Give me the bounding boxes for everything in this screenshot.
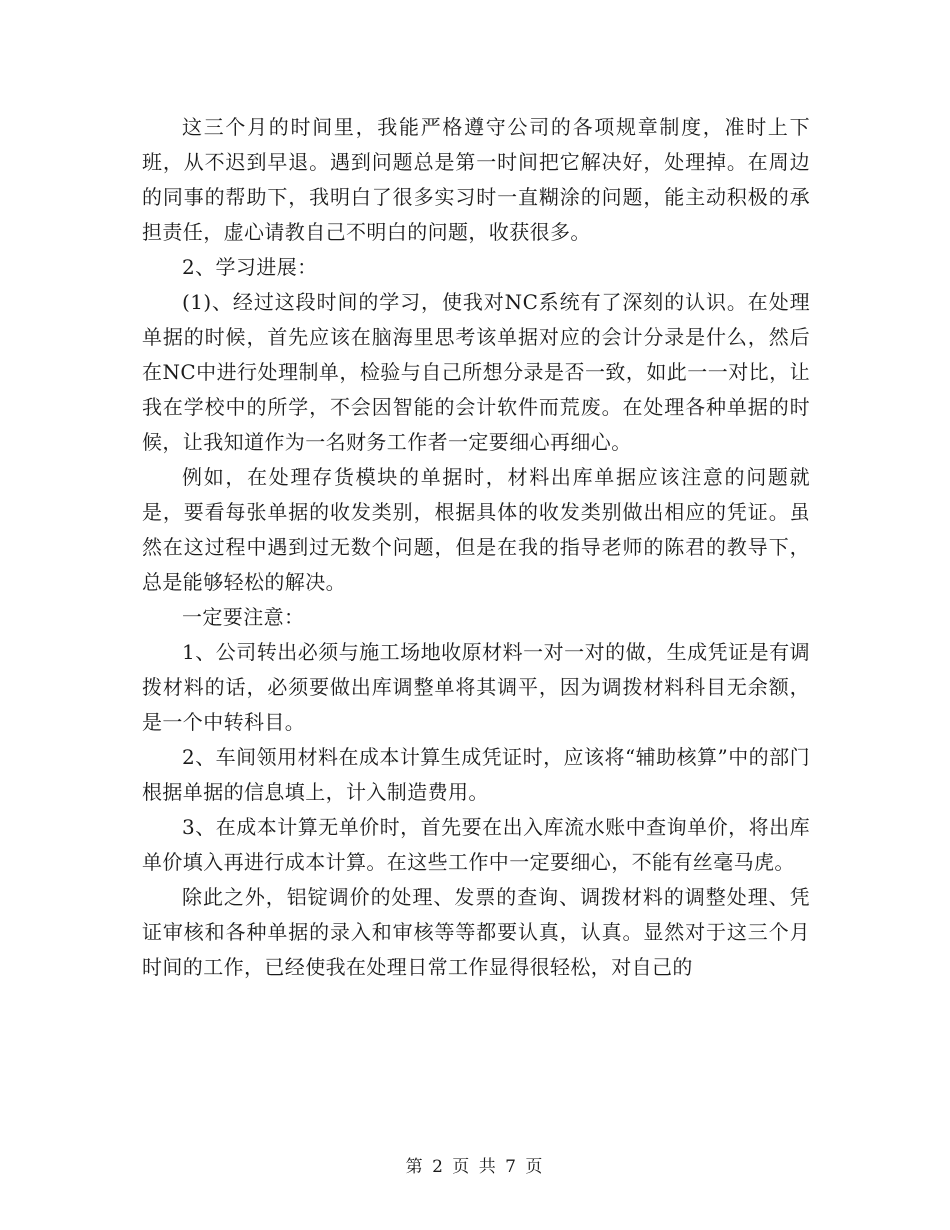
paragraph-nc-system: (1)、经过这段时间的学习，使我对NC系统有了深刻的认识。在处理单据的时候，首先应该在脑海里思考该单据对应的会计分录是什么，然后在NC中进行处理制单，检验与自己所想分录是否一致，如此一一对比，让我在学校中的所学，不会因智能的会计软件而荒废。在处理各种单据的时候，让我知道作为一名财务工作者一定要细心再细心。 (142, 290, 810, 454)
list-item-3: 3、在成本计算无单价时，首先要在出入库流水账中查询单价，将出库单价填入再进行成本计算。在这些工作中一定要细心，不能有丝毫马虎。 (142, 815, 810, 874)
list-item-1: 1、公司转出必须与施工场地收原材料一对一对的做，生成凭证是有调拨材料的话，必须要做出库调整单将其调平，因为调拨材料科目无余额，是一个中转科目。 (142, 640, 810, 734)
paragraph-work-attitude: 这三个月的时间里，我能严格遵守公司的各项规章制度，准时上下班，从不迟到早退。遇到问题总是第一时间把它解决好，处理掉。在周边的同事的帮助下，我明白了很多实习时一直糊涂的问题，能主动积极的承担责任，虚心请教自己不明白的问题，收获很多。 (142, 115, 810, 244)
body-text (142, 110, 810, 985)
paragraph-conclusion: 除此之外，铝锭调价的处理、发票的查询、调拨材料的调整处理、凭证审核和各种单据的录入和审核等等都要认真，认真。显然对于这三个月时间的工作，已经使我在处理日常工作显得很轻松，对自己的 (142, 885, 810, 979)
paragraph-example: 例如，在处理存货模块的单据时，材料出库单据应该注意的问题就是，要看每张单据的收发类别，根据具体的收发类别做出相应的凭证。虽然在这过程中遇到过无数个问题，但是在我的指导老师的陈君的教导下，总是能够轻松的解决。 (142, 465, 810, 594)
page-footer: 第 2 页 共 7 页 (405, 1157, 545, 1177)
heading-attention: 一定要注意： (182, 605, 305, 629)
list-item-2: 2、车间领用材料在成本计算生成凭证时，应该将“辅助核算”中的部门根据单据的信息填上，计入制造费用。 (142, 745, 810, 804)
heading-study-progress: 2、学习进展： (182, 255, 318, 279)
